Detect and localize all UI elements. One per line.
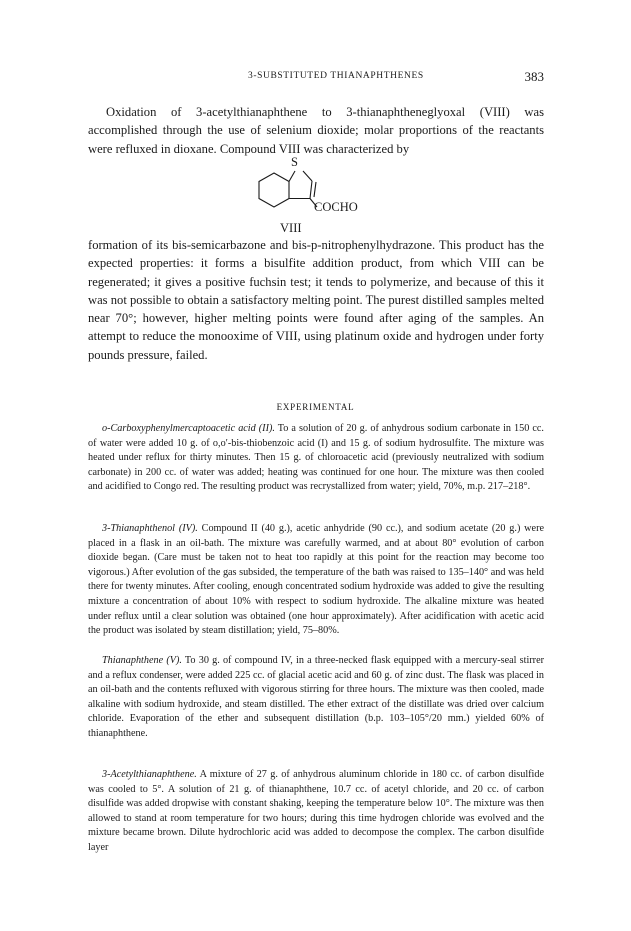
paragraph-characterization: formation of its bis-semicarbazone and bis-p-nitrophenylhydrazone. This product has the expected properties: it forms a bisulfite addition product, from which VIII can be regenerated; it gives a positive fuchsin test; it tends to polymerize, and because of this it was not possible to obtain a satisfactory melting point. The purest distilled samples melted near 70°; however, higher melting points were found after aging of the samples. An attempt to reduce the monooxime of VIII, using platinum oxide and hydrogen under forty pounds pressure, failed. — [88, 238, 544, 362]
procedure-text: To 30 g. of compound IV, in a three-necked flask equipped with a mercury-seal stirrer and a reflux condenser, were added 225 cc. of glacial acetic acid and 60 g. of zinc dust. The flask was placed in an oil-bath and the contents refluxed with vigorous stirring for three hours. The mixture was then cooled, made alkaline with sodium hydroxide, and steam distilled. The ether extract of the distillate was dried over calcium chloride. Evaporation of the ether and subsequent distillation (b.p. 103–105°/20 mm.) yielded 60% of thianaphthene. — [88, 655, 544, 739]
page-header — [88, 69, 544, 89]
sulfur-atom-label: S — [291, 155, 298, 169]
running-title: 3-SUBSTITUTED THIANAPHTHENES — [248, 71, 424, 81]
procedure-title: Thianaphthene (V). — [102, 655, 182, 666]
page-number: 383 — [524, 69, 544, 84]
experimental-heading: EXPERIMENTAL — [276, 402, 355, 412]
compound-label: VIII — [280, 221, 302, 235]
paragraph-oxidation: Oxidation of 3-acetylthianaphthene to 3-thianaphtheneglyoxal (VIII) was accomplished through the use of selenium dioxide; molar proportions of the reactants were refluxed in dioxane. Compound VIII was characterized by — [88, 105, 544, 156]
experimental-paragraph — [88, 654, 544, 742]
chemical-structure-viii — [240, 155, 400, 237]
procedure-text: A mixture of 27 g. of anhydrous aluminum chloride in 180 cc. of carbon disulfide was cooled to 5°. A solution of 21 g. of thianaphthene, 10.7 cc. of acetyl chloride, and 20 cc. of carbon disulfide was added dropwise with constant shaking, keeping the temperature below 10°. The mixture was then allowed to stand at room temperature for two hours; during this time hydrogen chloride was evolved and the mixture became brown. Dilute hydrochloric acid was added to decompose the complex. The carbon disulfide layer — [88, 769, 544, 853]
procedure-text: Compound II (40 g.), acetic anhydride (90 cc.), and sodium acetate (20 g.) were placed in a flask in an oil-bath. The mixture was carefully warmed, and at about 80° evolution of carbon dioxide began. (Care must be taken not to heat too rapidly at this point for the reaction may become too vigorous.) After evolution of the gas subsided, the temperature of the bath was raised to 135–140° and was held there for twenty minutes. After cooling, enough concentrated sodium hydroxide was added to give the resulting mixture a concentration of about 10% with respect to sodium hydroxide. The alkaline mixture was heated under reflux until a clear solution was obtained (one hour approximately). After acidification with acetic acid the product was isolated by steam distillation; yield, 75–80%. — [88, 523, 544, 637]
substituent-label: COCHO — [314, 200, 358, 214]
procedure-title: 3-Acetylthianaphthene. — [102, 769, 197, 780]
procedure-title: o-Carboxyphenylmercaptoacetic acid (II). — [102, 423, 275, 434]
experimental-paragraph — [88, 522, 544, 639]
procedure-title: 3-Thianaphthenol (IV). — [102, 523, 198, 534]
experimental-paragraph — [88, 768, 544, 856]
procedure-text: To a solution of 20 g. of anhydrous sodium carbonate in 150 cc. of water were added 10 g. of o,o′-bis-thiobenzoic acid (I) and 15 g. of sodium hydrosulfite. The mixture was heated under reflux for thirty minutes. Then 15 g. of chloroacetic acid (previously neutralized with sodium carbonate) in 200 cc. of water was added; heating was continued for one hour. The mixture was then cooled and acidified to Congo red. The resulting product was recrystallized from water; yield, 70%, m.p. 217–218°. — [88, 423, 544, 493]
experimental-paragraph — [88, 422, 544, 495]
